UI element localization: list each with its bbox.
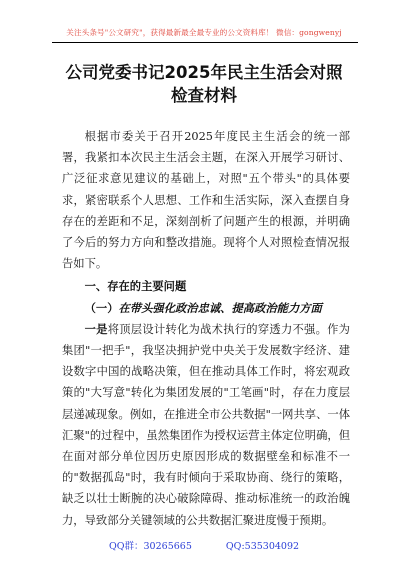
qq-group: QQ群：30265665 [108,541,192,552]
paragraph-lead: 一是 [84,322,108,336]
section-heading: 一、存在的主要问题 [84,280,187,294]
promo-banner: 关注头条号"公文研究"，获得最新最全最专业的公文资料库！ 微信：gongwenyj [66,28,342,37]
contact-footer [0,538,408,552]
subsection-heading [62,298,350,319]
paragraph-text: 将顶层设计转化为战术执行的穿透力不强。作为集团"一把手"，我坚决拥护党中央关于发展数字经济、建设数字中国的战略决策，但在推动具体工作时，将宏观政策的"大写意"转化为集团发展的"工笔画"时，存在力度层层递减现象。例如，在推进全市公共数据"一网共享、一体汇聚"的过程中，虽然集团作为授权运营主体定位明确，但在面对部分单位因历史原因形成的数据壁垒和标准不一的"数据孤岛"时，我有时倾向于采取协商、绕行的策略，缺乏以壮士断腕的决心破除障碍、推动标准统一的政治魄力，导致部分关键领域的公共数据汇聚进度慢于预期。 [62,322,350,527]
intro-paragraph: 根据市委关于召开2025年度民主生活会的统一部署，我紧扣本次民主生活会主题，在深入开展学习研讨、广泛征求意见建议的基础上，对照"五个带头"的具体要求，紧密联系个人思想、工作和生活实际，深入查摆自身存在的差距和不足，深刻剖析了问题产生的根源，并明确了今后的努力方向和整改措施。现将个人对照检查情况报告如下。 [62,130,350,271]
document-body [62,126,350,531]
problem-paragraph [62,319,350,531]
qq-number: QQ:535304092 [225,541,300,552]
document-title: 公司党委书记2025年民主生活会对照检查材料 [65,63,343,105]
header-divider [52,42,358,43]
subsection-number: （一） [84,301,119,315]
subsection-title: 在带头强化政治忠诚、提高政治能力方面 [118,300,322,315]
